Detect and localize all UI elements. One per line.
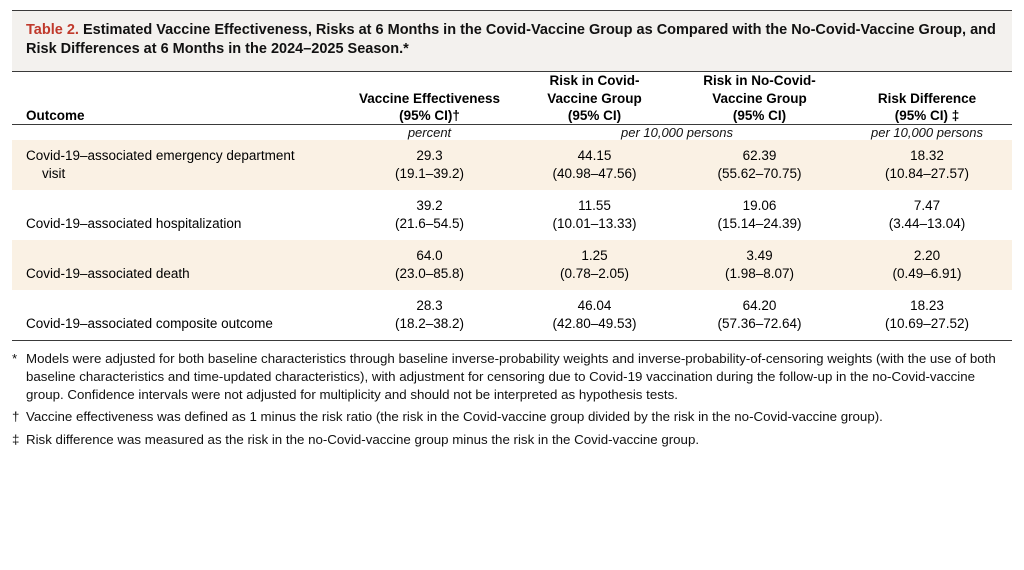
row-ve-ci: (19.1–39.2): [394, 165, 465, 181]
cvg-header-line1: Risk in Covid-: [549, 73, 640, 89]
row-ncvg-ci: (55.62–70.75): [717, 165, 802, 181]
row-outcome-line2: visit: [42, 165, 66, 181]
ncvg-header-line2: Vaccine Group: [712, 90, 807, 106]
cvg-header-line3: (95% CI): [567, 107, 622, 123]
cvg-header-line2: Vaccine Group: [547, 90, 642, 106]
row-ve-value: 64.0: [416, 248, 443, 264]
row-outcome-line1: Covid-19–associated emergency department: [26, 148, 295, 164]
row-risk-difference: [842, 240, 1012, 290]
row-rd-value: 18.23: [910, 298, 944, 314]
row-outcome: [12, 190, 347, 240]
row-outcome: [12, 140, 347, 190]
units-row: [12, 125, 1012, 141]
row-risk-no-covid-vaccine-group: [677, 290, 842, 340]
ve-header-line1: Vaccine Effectiveness: [358, 90, 501, 106]
row-outcome-line1: Covid-19–associated composite outcome: [26, 315, 273, 331]
table-row: [12, 290, 1012, 340]
row-cvg-value: 1.25: [581, 248, 608, 264]
ncvg-header-line3: (95% CI): [732, 107, 787, 123]
row-rd-ci: (0.49–6.91): [892, 265, 962, 281]
table-row: [12, 240, 1012, 290]
row-risk-difference: [842, 140, 1012, 190]
footnote-marker: ‡: [12, 432, 20, 448]
row-rd-value: 18.32: [910, 148, 944, 164]
column-header-vaccine-effectiveness: [347, 72, 512, 124]
rd-header-line2: (95% CI) ‡: [894, 107, 960, 123]
column-header-outcome: [12, 72, 347, 124]
row-ve-value: 29.3: [416, 148, 443, 164]
table-title: Estimated Vaccine Effectiveness, Risks at 6 Months in the Covid-Vaccine Group as Compared with the No-Covid-Vaccine Group, and Risk Differences at 6 Months in the 2024–2025 Season.*: [26, 22, 996, 58]
row-rd-ci: (10.69–27.52): [884, 315, 970, 331]
footnote-marker: †: [12, 409, 20, 425]
footnote-text: Vaccine effectiveness was defined as 1 minus the risk ratio (the risk in the Covid-vaccine group divided by the risk in the no-Covid-vaccine group).: [26, 409, 883, 425]
row-ncvg-value: 64.20: [742, 298, 777, 314]
footnotes: [12, 350, 1012, 448]
units-vaccine-effectiveness: percent: [407, 125, 452, 141]
table-title-banner: [12, 10, 1012, 72]
row-risk-difference: [842, 190, 1012, 240]
row-ve-value: 39.2: [416, 198, 443, 214]
row-risk-difference: [842, 290, 1012, 340]
table-container: [12, 10, 1012, 449]
row-risk-covid-vaccine-group: [512, 290, 677, 340]
row-risk-covid-vaccine-group: [512, 190, 677, 240]
row-cvg-ci: (10.01–13.33): [552, 215, 637, 231]
row-ve-ci: (21.6–54.5): [394, 215, 465, 231]
row-ve-ci: (18.2–38.2): [394, 315, 465, 331]
column-header-risk-covid-vaccine-group: [512, 72, 677, 124]
footnote-text: Models were adjusted for both baseline characteristics through baseline inverse-probability weights and inverse-probability-of-censoring weights (with the use of both baseline characteristics and time-updated characteristics), with adjustment for censoring due to Covid-19 vaccination during the follow-up in the no-Covid-vaccine group. Confidence intervals were not adjusted for multiplicity and should not be interpreted as hypothesis tests.: [26, 351, 996, 402]
row-cvg-ci: (0.78–2.05): [559, 265, 630, 281]
table-body: [12, 125, 1012, 341]
row-vaccine-effectiveness: [347, 140, 512, 190]
row-risk-no-covid-vaccine-group: [677, 140, 842, 190]
table-row: [12, 190, 1012, 240]
column-header-risk-difference: [842, 72, 1012, 124]
ncvg-header-line1: Risk in No-Covid-: [703, 73, 816, 89]
row-cvg-value: 44.15: [577, 148, 612, 164]
table-row: [12, 140, 1012, 190]
row-vaccine-effectiveness: [347, 240, 512, 290]
row-ncvg-value: 19.06: [742, 198, 777, 214]
table-header: [12, 72, 1012, 124]
row-risk-no-covid-vaccine-group: [677, 240, 842, 290]
footnote-marker: *: [12, 351, 18, 367]
row-vaccine-effectiveness: [347, 290, 512, 340]
row-outcome: [12, 290, 347, 340]
footnote-item: [12, 350, 1012, 403]
units-risks: per 10,000 persons: [620, 125, 734, 141]
row-ncvg-value: 3.49: [746, 248, 773, 264]
row-cvg-ci: (42.80–49.53): [552, 315, 637, 331]
row-outcome-line1: Covid-19–associated hospitalization: [26, 215, 242, 231]
table-label: Table 2.: [26, 22, 79, 38]
footnote-item: [12, 408, 1012, 426]
row-vaccine-effectiveness: [347, 190, 512, 240]
table-bottom-rule: [12, 340, 1012, 341]
row-ncvg-value: 62.39: [742, 148, 777, 164]
units-risk-difference: per 10,000 persons: [870, 125, 984, 141]
units-outcome: [12, 125, 347, 141]
footnote-text: Risk difference was measured as the risk in the no-Covid-vaccine group minus the risk in the Covid-vaccine group.: [26, 432, 700, 448]
row-rd-ci: (3.44–13.04): [888, 215, 966, 231]
results-table: [12, 72, 1012, 341]
row-risk-covid-vaccine-group: [512, 140, 677, 190]
row-outcome: [12, 240, 347, 290]
row-cvg-ci: (40.98–47.56): [552, 165, 637, 181]
rd-header-line1: Risk Difference: [877, 90, 977, 106]
row-risk-covid-vaccine-group: [512, 240, 677, 290]
footnote-item: [12, 431, 1012, 449]
row-risk-no-covid-vaccine-group: [677, 190, 842, 240]
row-cvg-value: 11.55: [578, 198, 611, 214]
row-cvg-value: 46.04: [577, 298, 612, 314]
row-ve-ci: (23.0–85.8): [394, 265, 465, 281]
row-rd-ci: (10.84–27.57): [884, 165, 970, 181]
row-ncvg-ci: (1.98–8.07): [724, 265, 795, 281]
column-header-risk-no-covid-vaccine-group: [677, 72, 842, 124]
row-ncvg-ci: (57.36–72.64): [717, 315, 802, 331]
row-ve-value: 28.3: [416, 298, 443, 314]
row-rd-value: 7.47: [913, 198, 941, 214]
row-outcome-line1: Covid-19–associated death: [26, 265, 190, 281]
column-header-outcome-label: Outcome: [26, 107, 85, 123]
row-ncvg-ci: (15.14–24.39): [717, 215, 802, 231]
table-bottom-rule-line: [12, 340, 1012, 341]
row-rd-value: 2.20: [913, 248, 941, 264]
ve-header-line2: (95% CI)†: [399, 107, 460, 123]
